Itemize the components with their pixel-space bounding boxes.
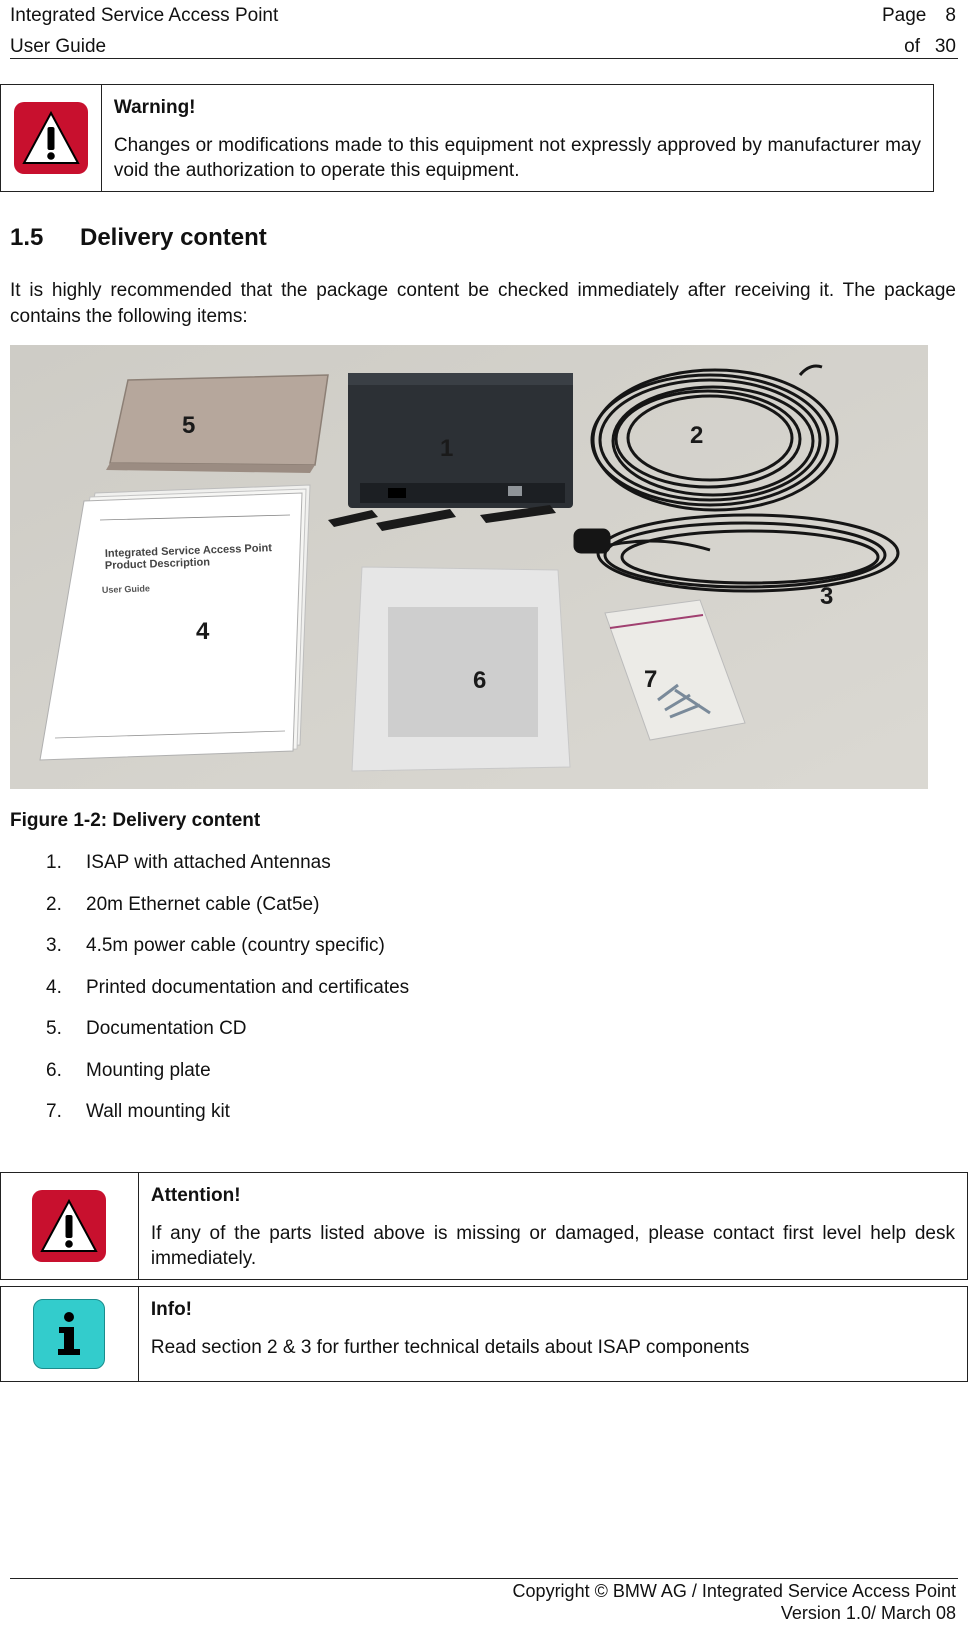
section-title: Delivery content bbox=[80, 224, 267, 251]
info-icon bbox=[33, 1299, 105, 1369]
delivery-items-list bbox=[46, 852, 409, 1143]
warning-message: Changes or modifications made to this equipment not expressly approved by manufacturer may void the authorization to operate this equipment. bbox=[113, 135, 921, 181]
callout-7: 7 bbox=[644, 666, 658, 693]
mounting-plate bbox=[352, 567, 570, 771]
list-item: 6. Mounting plate bbox=[46, 1059, 211, 1081]
page-total: 30 bbox=[934, 36, 956, 57]
of-label: of bbox=[904, 36, 920, 57]
list-item: 2. 20m Ethernet cable (Cat5e) bbox=[46, 893, 320, 915]
list-item: 4. Printed documentation and certificates bbox=[46, 976, 410, 998]
document-title: Integrated Service Access Point bbox=[10, 5, 279, 26]
list-item: 1. ISAP with attached Antennas bbox=[46, 852, 331, 873]
footer-copyright: Copyright © BMW AG / Integrated Service Access Point bbox=[512, 1581, 956, 1601]
warning-icon-cell bbox=[1, 85, 102, 191]
section-intro: It is highly recommended that the package content be checked immediately after receiving it. The package contains the following items: bbox=[10, 280, 956, 327]
page-footer bbox=[513, 1580, 956, 1624]
doc-cover-guide: User Guide bbox=[101, 583, 151, 595]
callout-6: 6 bbox=[473, 667, 487, 694]
doc-cover-title: Integrated Service Access Point bbox=[104, 542, 273, 560]
callout-4: 4 bbox=[196, 618, 210, 645]
warning-triangle-icon bbox=[32, 1190, 106, 1262]
documentation-cd bbox=[106, 375, 328, 473]
callout-2: 2 bbox=[690, 422, 704, 449]
attention-message: If any of the parts listed above is missing or damaged, please contact first level help desk immediately. bbox=[150, 1223, 955, 1269]
page-header-right bbox=[882, 0, 956, 62]
header-divider bbox=[10, 58, 958, 59]
info-message: Read section 2 & 3 for further technical details about ISAP components bbox=[150, 1337, 750, 1358]
list-item: 5. Documentation CD bbox=[46, 1018, 247, 1039]
attention-notice bbox=[0, 1172, 968, 1280]
info-notice bbox=[0, 1286, 968, 1382]
delivery-content-photo bbox=[10, 345, 928, 789]
warning-notice bbox=[0, 84, 934, 192]
attention-title: Attention! bbox=[150, 1185, 241, 1206]
page-label: Page bbox=[882, 5, 927, 26]
page-header-left bbox=[10, 0, 278, 62]
warning-triangle-icon bbox=[14, 102, 88, 174]
footer-version: Version 1.0/ March 08 bbox=[780, 1603, 956, 1623]
callout-5: 5 bbox=[182, 412, 196, 439]
list-item: 7. Wall mounting kit bbox=[46, 1101, 230, 1122]
info-title: Info! bbox=[150, 1299, 193, 1320]
attention-icon-cell bbox=[1, 1173, 139, 1279]
info-icon-cell bbox=[1, 1287, 139, 1381]
doc-cover-subtitle: Product Description bbox=[104, 556, 211, 572]
warning-title: Warning! bbox=[113, 97, 196, 118]
callout-3: 3 bbox=[820, 583, 834, 610]
printed-documents bbox=[40, 485, 310, 760]
footer-divider bbox=[10, 1578, 958, 1579]
callout-1: 1 bbox=[440, 435, 454, 462]
figure-caption: Figure 1-2: Delivery content bbox=[10, 810, 261, 831]
page-number: 8 bbox=[945, 5, 956, 26]
document-subtitle: User Guide bbox=[10, 36, 107, 57]
section-number: 1.5 bbox=[10, 224, 44, 251]
list-item: 3. 4.5m power cable (country specific) bbox=[46, 935, 385, 956]
section-heading bbox=[10, 224, 267, 252]
